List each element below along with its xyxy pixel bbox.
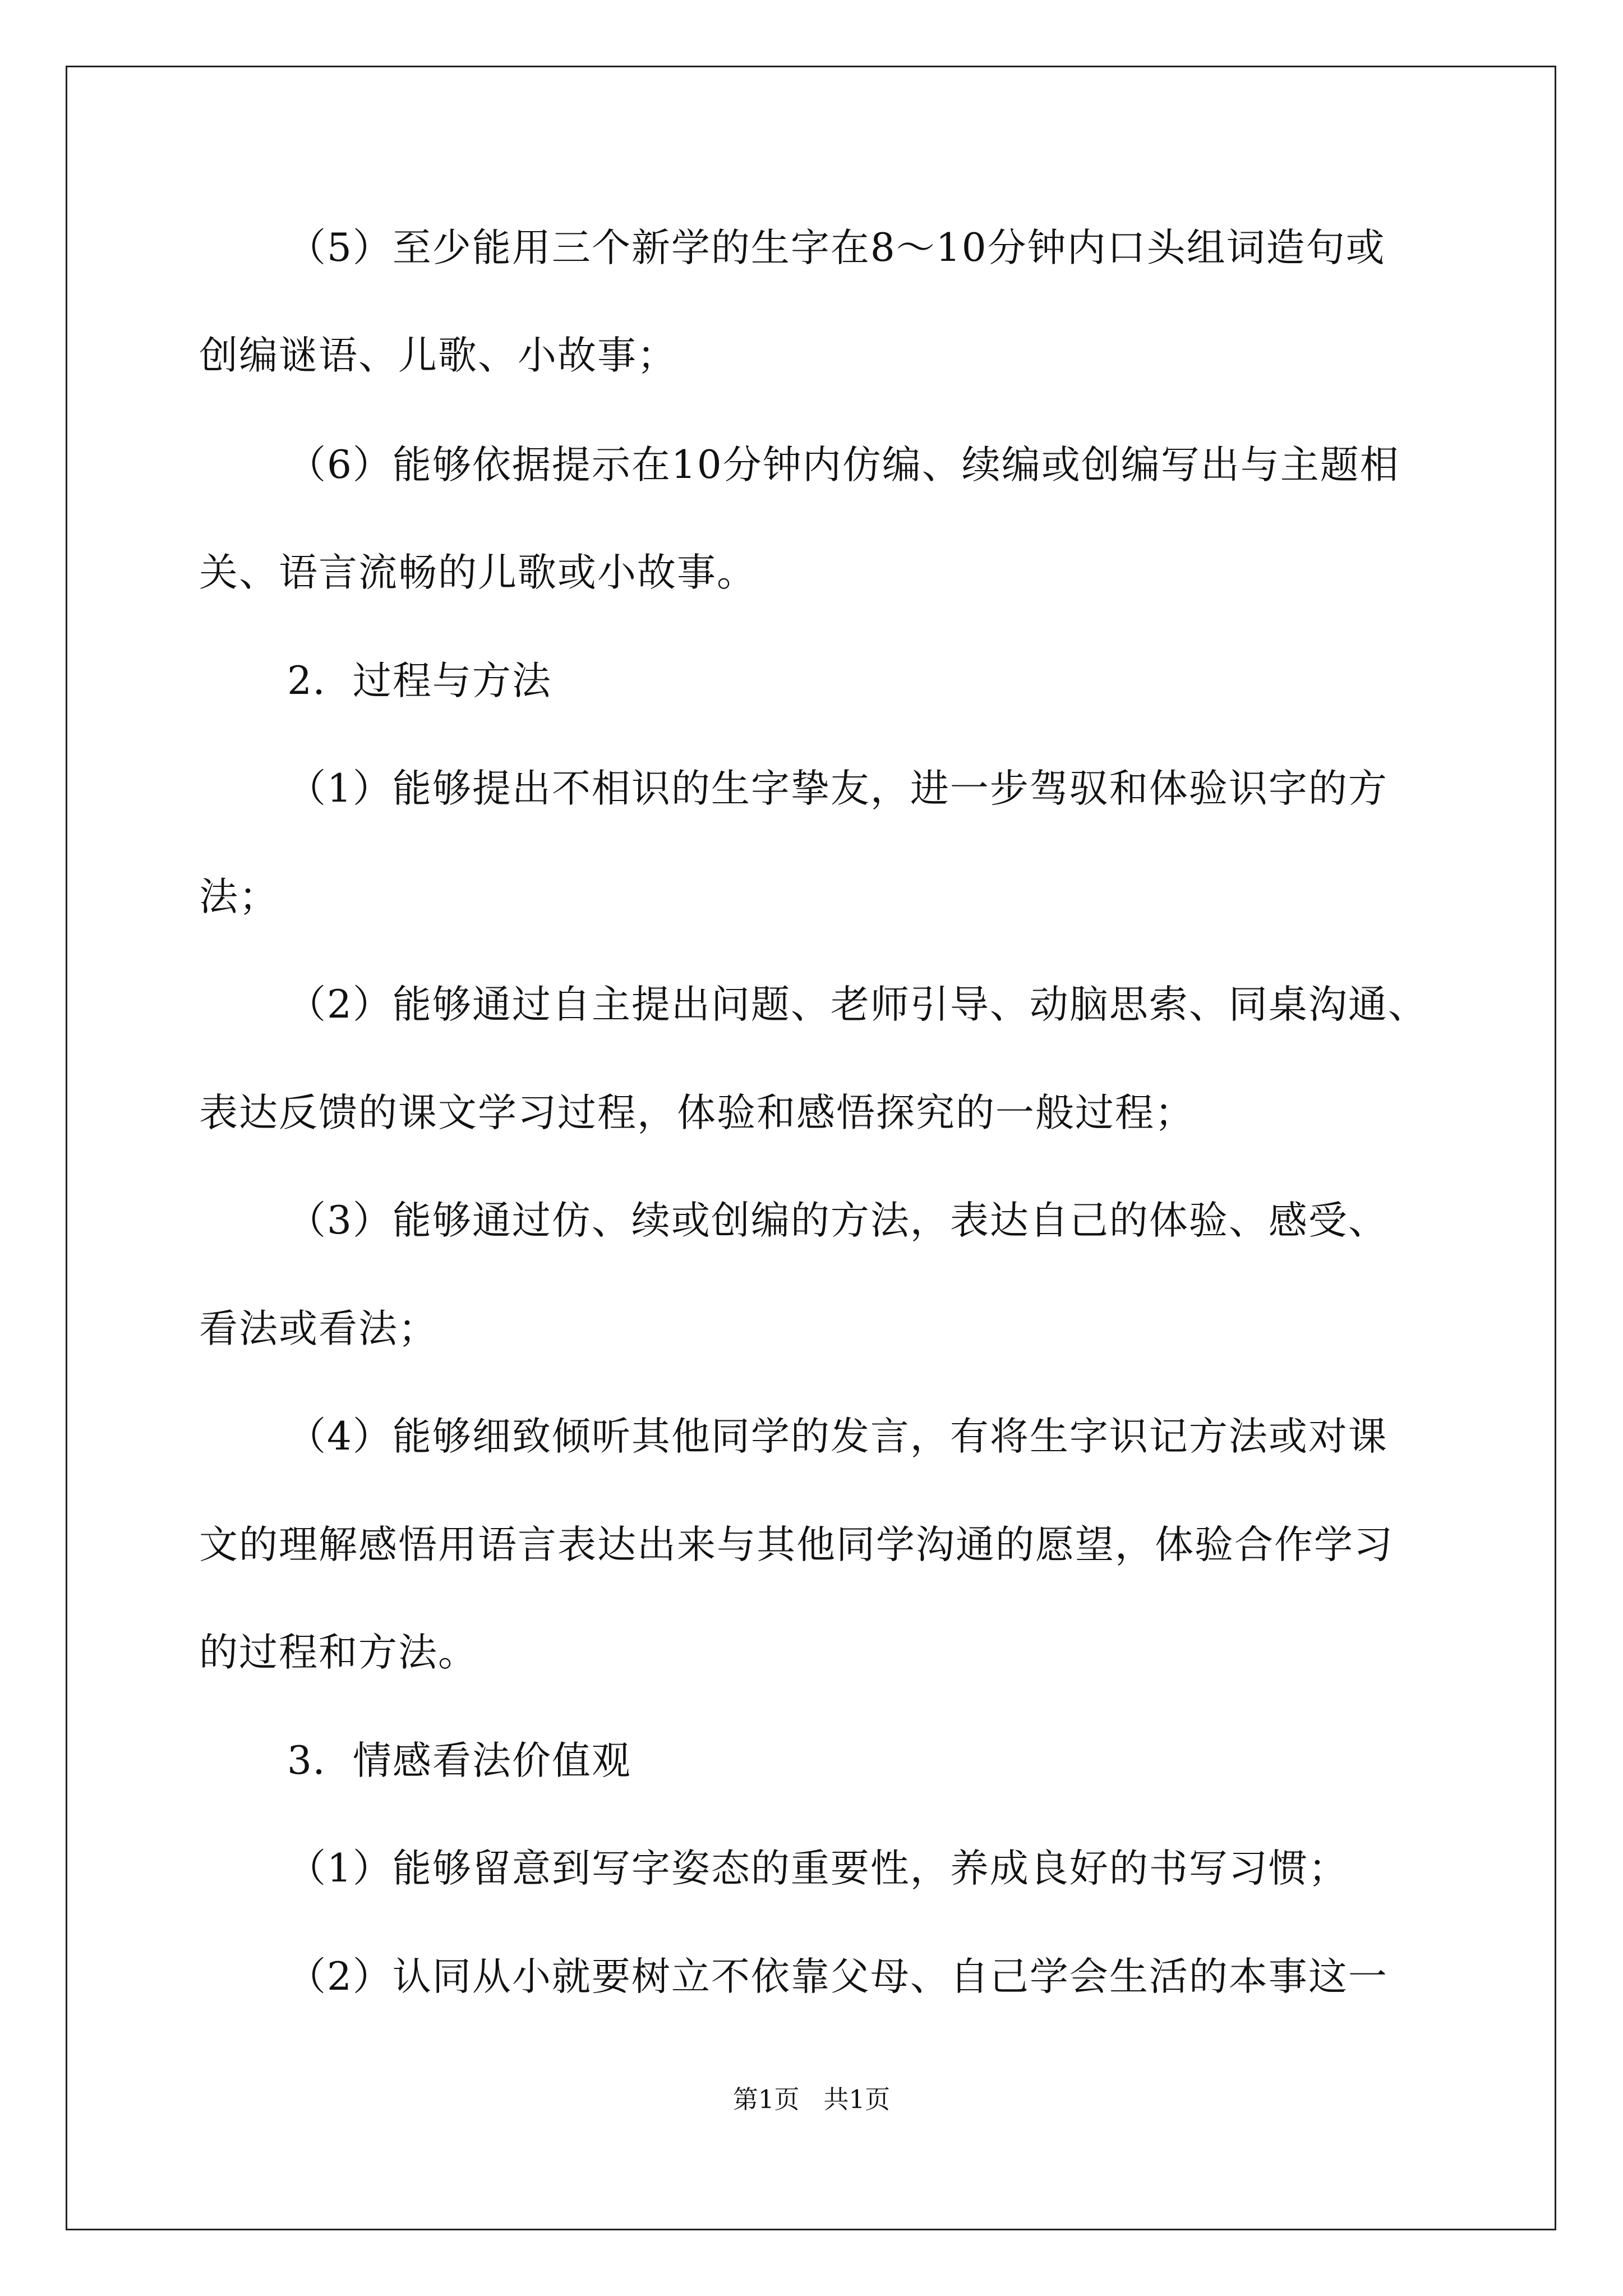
text-line-3: （6）能够依据提示在10分钟内仿编、续编或创编写出与主题相 — [287, 443, 1400, 487]
text-line-9: 表达反馈的课文学习过程，体验和感悟探究的一般过程； — [199, 1091, 1195, 1135]
text-line-16: （1）能够留意到写字姿态的重要性，养成良好的书写习惯； — [287, 1846, 1348, 1891]
text-line-1: （5）至少能用三个新学的生字在8～10分钟内口头组词造句或 — [287, 226, 1386, 270]
text-line-14: 的过程和方法。 — [199, 1630, 478, 1675]
page-footer: 第1页 共1页 — [732, 2085, 891, 2114]
text-line-10: （3）能够通过仿、续或创编的方法，表达自己的体验、感受、 — [287, 1198, 1388, 1243]
page-border — [66, 66, 1556, 2230]
text-line-6: （1）能够提出不相识的生字挚友，进一步驾驭和体验识字的方 — [287, 766, 1388, 811]
text-line-13: 文的理解感悟用语言表达出来与其他同学沟通的愿望，体验合作学习 — [199, 1522, 1394, 1567]
text-line-17: （2）认同从小就要树立不依靠父母、自己学会生活的本事这一 — [287, 1954, 1388, 1999]
text-line-8: （2）能够通过自主提出问题、老师引导、动脑思索、同桌沟通、 — [287, 982, 1428, 1027]
text-line-11: 看法或看法； — [199, 1306, 438, 1351]
section-heading-process-methods: 2．过程与方法 — [287, 659, 552, 703]
text-line-2: 创编谜语、儿歌、小故事； — [199, 333, 677, 378]
section-heading-emotion-values: 3．情感看法价值观 — [287, 1738, 631, 1783]
text-line-4: 关、语言流畅的儿歌或小故事。 — [199, 550, 757, 595]
text-line-12: （4）能够细致倾听其他同学的发言，有将生字识记方法或对课 — [287, 1414, 1388, 1459]
text-line-7: 法； — [199, 875, 279, 919]
